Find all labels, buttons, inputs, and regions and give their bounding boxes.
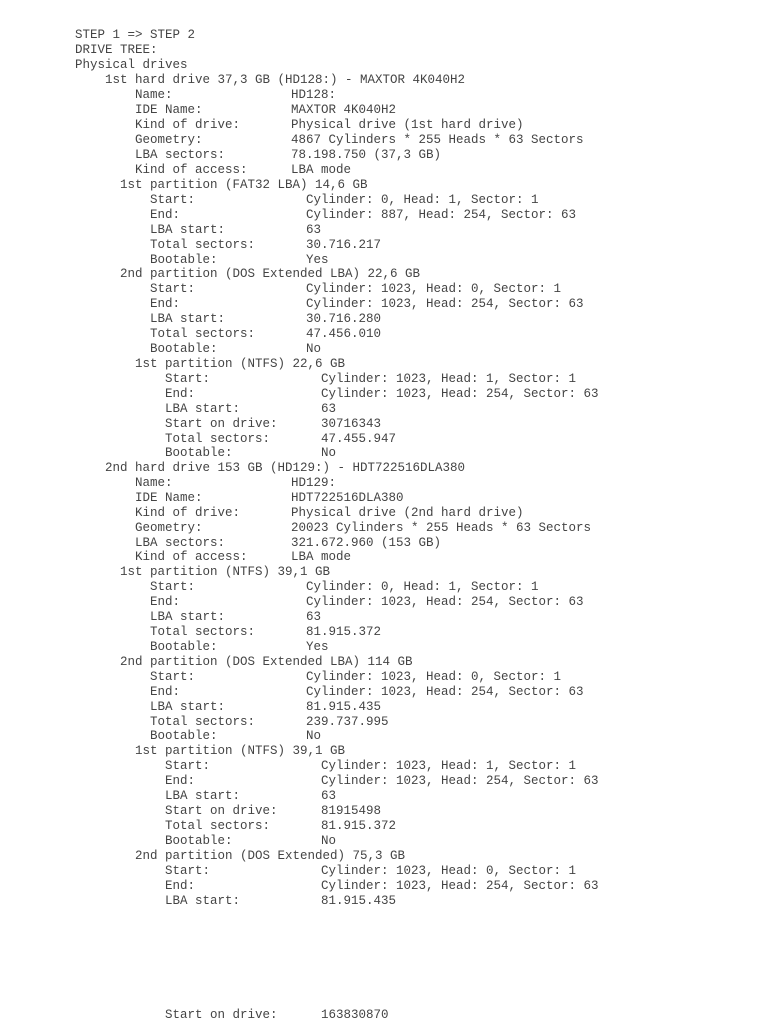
prop-value: Cylinder: 0, Head: 1, Sector: 1 [306,193,539,207]
prop-label: End: [150,595,181,609]
prop-label: LBA sectors: [135,148,226,162]
prop-value: Cylinder: 1023, Head: 254, Sector: 63 [306,595,584,609]
prop-value: Cylinder: 1023, Head: 254, Sector: 63 [306,685,584,699]
prop-label: LBA start: [150,312,226,326]
prop-label: Start: [150,580,196,594]
prop-value: Cylinder: 1023, Head: 0, Sector: 1 [306,282,562,296]
prop-label: Start on drive: [165,1008,278,1022]
prop-value: 4867 Cylinders * 255 Heads * 63 Sectors [291,133,584,147]
prop-label: Bootable: [165,834,233,848]
prop-value: Cylinder: 1023, Head: 254, Sector: 63 [306,297,584,311]
partition-title: 1st partition (NTFS) 22,6 GB [135,357,346,371]
prop-label: Bootable: [150,729,218,743]
prop-label: LBA start: [150,700,226,714]
prop-value: Cylinder: 1023, Head: 254, Sector: 63 [321,387,599,401]
prop-value: Cylinder: 1023, Head: 0, Sector: 1 [306,670,562,684]
prop-label: LBA start: [165,789,241,803]
prop-value: 63 [321,789,337,803]
prop-label: Geometry: [135,133,203,147]
prop-label: Start on drive: [165,417,278,431]
prop-value: 163830870 [321,1008,389,1022]
prop-label: Total sectors: [150,238,256,252]
physical-drives-heading: Physical drives [75,58,188,72]
prop-label: Kind of access: [135,550,248,564]
prop-label: Start: [165,864,211,878]
prop-label: Bootable: [150,253,218,267]
prop-value: Cylinder: 1023, Head: 254, Sector: 63 [321,774,599,788]
prop-value: 81.915.435 [321,894,397,908]
step-line: STEP 1 => STEP 2 [75,28,196,42]
prop-value: 81.915.372 [321,819,397,833]
prop-value: 321.672.960 (153 GB) [291,536,442,550]
prop-label: Name: [135,476,173,490]
prop-label: End: [150,297,181,311]
prop-label: Total sectors: [165,819,271,833]
prop-label: Start on drive: [165,804,278,818]
prop-label: Bootable: [150,640,218,654]
prop-label: End: [165,879,196,893]
prop-value: 81.915.435 [306,700,382,714]
prop-value: No [321,446,337,460]
prop-value: HD129: [291,476,337,490]
prop-value: Cylinder: 887, Head: 254, Sector: 63 [306,208,577,222]
drive-1-title: 1st hard drive 37,3 GB (HD128:) - MAXTOR 4K040H2 [105,73,466,87]
prop-value: HD128: [291,88,337,102]
partition-title: 1st partition (NTFS) 39,1 GB [135,744,346,758]
prop-label: LBA start: [165,894,241,908]
prop-label: Total sectors: [165,432,271,446]
prop-label: LBA sectors: [135,536,226,550]
prop-label: IDE Name: [135,491,203,505]
prop-label: End: [165,387,196,401]
prop-label: Total sectors: [150,715,256,729]
prop-value: LBA mode [291,550,352,564]
prop-label: Start: [150,670,196,684]
prop-value: 81.915.372 [306,625,382,639]
prop-value: Physical drive (1st hard drive) [291,118,524,132]
prop-value: 239.737.995 [306,715,389,729]
prop-label: LBA start: [165,402,241,416]
prop-value: Yes [306,640,329,654]
prop-value: No [306,729,322,743]
prop-label: End: [150,208,181,222]
prop-label: Kind of drive: [135,506,241,520]
prop-value: MAXTOR 4K040H2 [291,103,397,117]
prop-label: End: [165,774,196,788]
prop-label: Start: [150,193,196,207]
prop-value: No [321,834,337,848]
drive-2-title: 2nd hard drive 153 GB (HD129:) - HDT722516DLA380 [105,461,466,475]
prop-value: 63 [321,402,337,416]
prop-value: 47.455.947 [321,432,397,446]
prop-label: LBA start: [150,610,226,624]
prop-label: Geometry: [135,521,203,535]
prop-value: LBA mode [291,163,352,177]
prop-label: Total sectors: [150,327,256,341]
prop-value: No [306,342,322,356]
prop-label: Bootable: [150,342,218,356]
prop-value: 63 [306,223,322,237]
prop-label: Bootable: [165,446,233,460]
prop-label: Kind of drive: [135,118,241,132]
prop-value: 30.716.280 [306,312,382,326]
prop-label: Start: [150,282,196,296]
prop-value: Physical drive (2nd hard drive) [291,506,524,520]
prop-label: LBA start: [150,223,226,237]
prop-value: Yes [306,253,329,267]
prop-value: 78.198.750 (37,3 GB) [291,148,442,162]
partition-title: 2nd partition (DOS Extended) 75,3 GB [135,849,406,863]
prop-label: End: [150,685,181,699]
prop-value: Cylinder: 0, Head: 1, Sector: 1 [306,580,539,594]
prop-value: 20023 Cylinders * 255 Heads * 63 Sectors [291,521,592,535]
prop-label: Name: [135,88,173,102]
prop-value: 47.456.010 [306,327,382,341]
prop-label: Kind of access: [135,163,248,177]
prop-value: 30.716.217 [306,238,382,252]
prop-value: Cylinder: 1023, Head: 254, Sector: 63 [321,879,599,893]
prop-value: Cylinder: 1023, Head: 1, Sector: 1 [321,372,577,386]
prop-value: Cylinder: 1023, Head: 0, Sector: 1 [321,864,577,878]
prop-value: 81915498 [321,804,382,818]
prop-label: Start: [165,759,211,773]
partition-title: 1st partition (NTFS) 39,1 GB [120,565,331,579]
prop-value: 63 [306,610,322,624]
partition-title: 1st partition (FAT32 LBA) 14,6 GB [120,178,368,192]
partition-title: 2nd partition (DOS Extended LBA) 114 GB [120,655,413,669]
prop-label: IDE Name: [135,103,203,117]
prop-value: HDT722516DLA380 [291,491,404,505]
prop-label: Start: [165,372,211,386]
partition-title: 2nd partition (DOS Extended LBA) 22,6 GB [120,267,421,281]
prop-value: Cylinder: 1023, Head: 1, Sector: 1 [321,759,577,773]
prop-label: Total sectors: [150,625,256,639]
prop-value: 30716343 [321,417,382,431]
drive-tree-heading: DRIVE TREE: [75,43,158,57]
